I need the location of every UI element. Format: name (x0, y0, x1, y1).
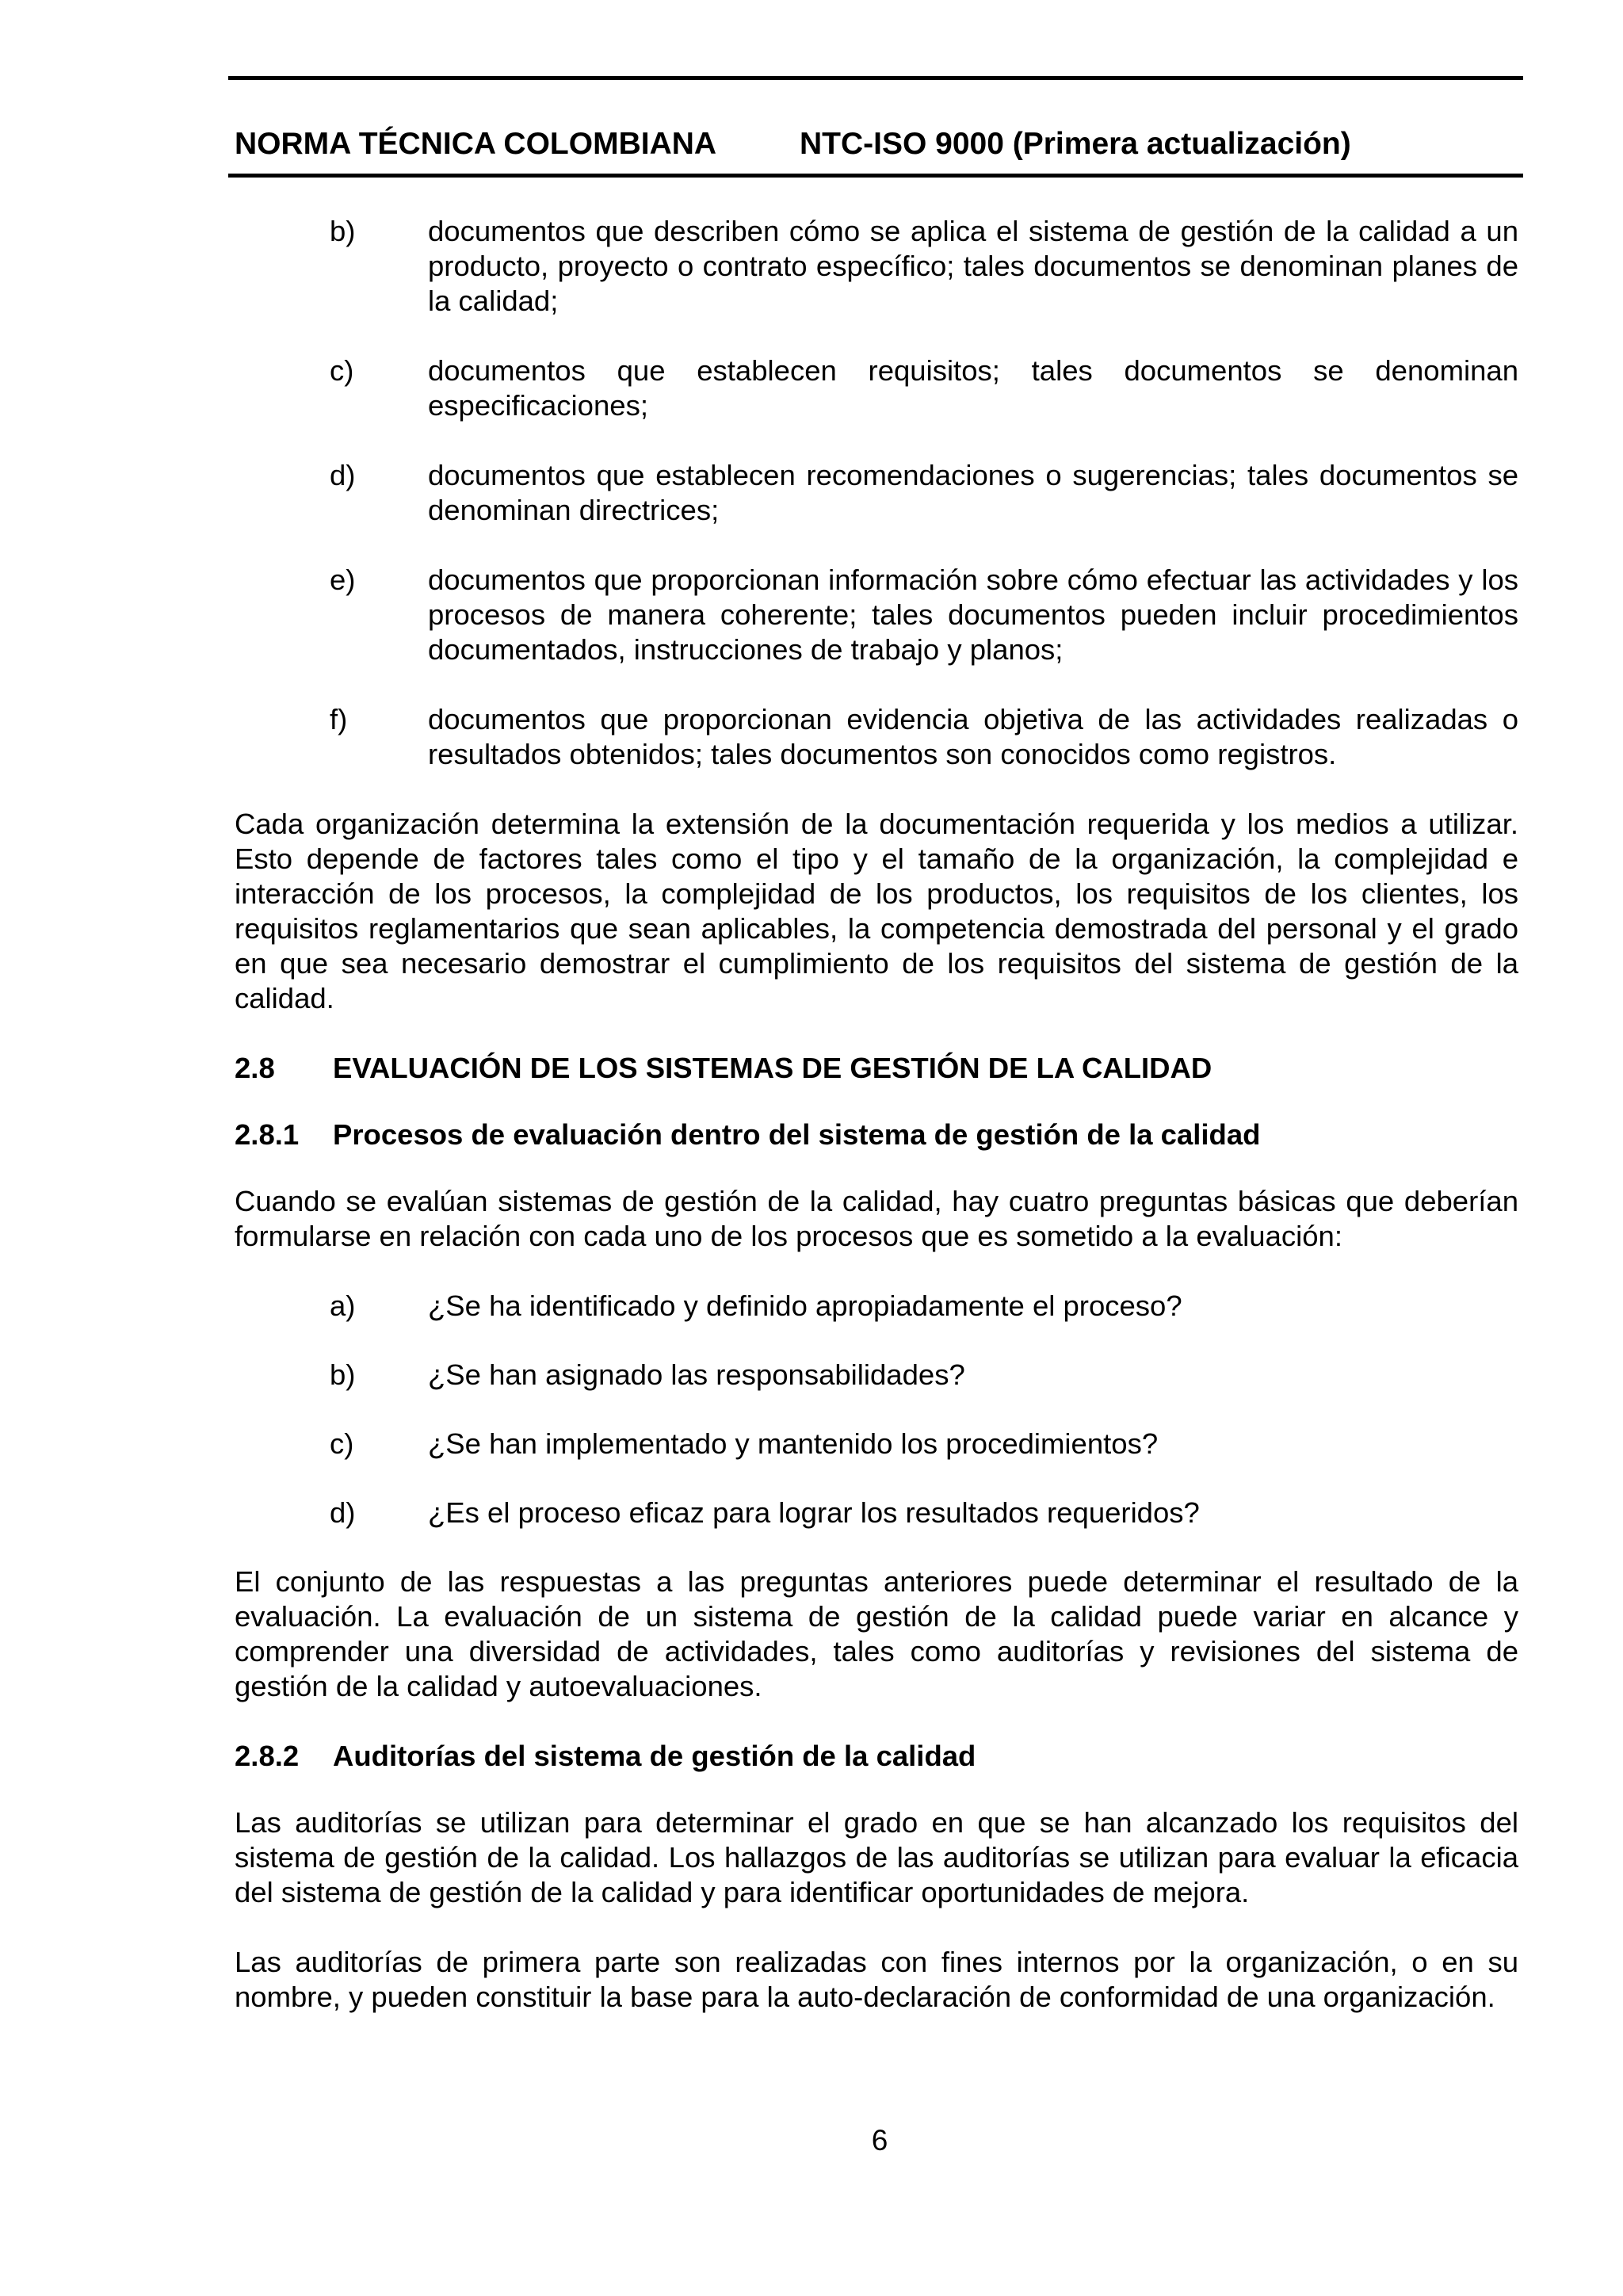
section-heading-2-8 (235, 1051, 1518, 1086)
question-text: ¿Se ha identificado y definido apropiadamente el proceso? (428, 1289, 1182, 1322)
header-standard-type: NORMA TÉCNICA COLOMBIANA (235, 127, 717, 161)
list-item-text: documentos que proporcionan información sobre cómo efectuar las actividades y los procesos de manera coherente; tales documentos pueden incluir procedimientos documentados, instrucciones de trabajo y planos; (428, 563, 1518, 666)
question-label: d) (330, 1496, 356, 1529)
page-header (235, 127, 1351, 162)
question-item (235, 1427, 1518, 1461)
paragraph-evaluation-result: El conjunto de las respuestas a las preguntas anteriores puede determinar el resultado de la evaluación. La evaluación de un sistema de gestión de la calidad puede variar en alcance y comprender una diversidad de actividades, tales como auditorías y revisiones del sistema de gestión de la calidad y autoevaluaciones. (235, 1565, 1518, 1702)
question-label: b) (330, 1358, 356, 1391)
section-title: Procesos de evaluación dentro del sistema de gestión de la calidad (333, 1118, 1261, 1151)
section-number: 2.8 (235, 1052, 275, 1084)
question-text: ¿Es el proceso eficaz para lograr los resultados requeridos? (428, 1496, 1200, 1529)
list-item-text: documentos que establecen requisitos; tales documentos se denominan especificaciones; (428, 354, 1518, 422)
question-text: ¿Se han asignado las responsabilidades? (428, 1358, 965, 1391)
list-item (235, 353, 1518, 423)
list-item (235, 563, 1518, 667)
section-heading-2-8-1 (235, 1117, 1518, 1152)
question-text: ¿Se han implementado y mantenido los procedimientos? (428, 1427, 1159, 1460)
question-label: c) (330, 1427, 354, 1460)
question-item (235, 1496, 1518, 1530)
list-item-label: b) (330, 215, 356, 247)
list-item-text: documentos que establecen recomendaciones o sugerencias; tales documentos se denominan directrices; (428, 459, 1518, 526)
page-body (235, 214, 1518, 2050)
paragraph-audits-purpose: Las auditorías se utilizan para determinar el grado en que se han alcanzado los requisitos del sistema de gestión de la calidad. Los hallazgos de las auditorías se utilizan para evaluar la eficacia del sistema de gestión de la calidad y para identificar oportunidades de mejora. (235, 1806, 1518, 1908)
header-standard-code: NTC-ISO 9000 (Primera actualización) (800, 127, 1351, 161)
paragraph-first-party-audits: Las auditorías de primera parte son realizadas con fines internos por la organización, o en su nombre, y pueden constituir la base para la auto-declaración de conformidad de una organización. (235, 1946, 1518, 2013)
list-item (235, 458, 1518, 528)
section-number: 2.8.1 (235, 1118, 300, 1151)
list-item-label: d) (330, 459, 356, 491)
section-title: EVALUACIÓN DE LOS SISTEMAS DE GESTIÓN DE LA CALIDAD (333, 1052, 1212, 1084)
list-item-label: e) (330, 563, 356, 596)
section-number: 2.8.2 (235, 1740, 300, 1772)
section-title: Auditorías del sistema de gestión de la calidad (333, 1740, 976, 1772)
list-item-label: c) (330, 354, 354, 387)
list-item-label: f) (330, 703, 348, 735)
section-heading-2-8-2 (235, 1739, 1518, 1774)
list-item (235, 702, 1518, 772)
page-number (0, 2124, 1623, 2157)
page-number-text: 6 (871, 2124, 888, 2157)
question-item (235, 1358, 1518, 1392)
question-item (235, 1289, 1518, 1324)
header-bottom-rule (228, 174, 1523, 178)
list-item (235, 214, 1518, 319)
list-item-text: documentos que describen cómo se aplica el sistema de gestión de la calidad a un producto, proyecto o contrato específico; tales documentos se denominan planes de la calidad; (428, 215, 1518, 317)
list-item-text: documentos que proporcionan evidencia objetiva de las actividades realizadas o resultados obtenidos; tales documentos son conocidos como registros. (428, 703, 1518, 770)
question-label: a) (330, 1289, 356, 1322)
paragraph-evaluation-questions: Cuando se evalúan sistemas de gestión de la calidad, hay cuatro preguntas básicas que deberían formularse en relación con cada uno de los procesos que es sometido a la evaluación: (235, 1185, 1518, 1252)
paragraph-documentation-extent: Cada organización determina la extensión de la documentación requerida y los medios a utilizar. Esto depende de factores tales como el tipo y el tamaño de la organización, la complejidad e interacción de los procesos, la complejidad de los productos, los requisitos de los clientes, los requisitos reglamentarios que sean aplicables, la competencia demostrada del personal y el grado en que sea necesario demostrar el cumplimiento de los requisitos del sistema de gestión de la calidad. (235, 808, 1518, 1014)
header-top-rule (228, 76, 1523, 80)
